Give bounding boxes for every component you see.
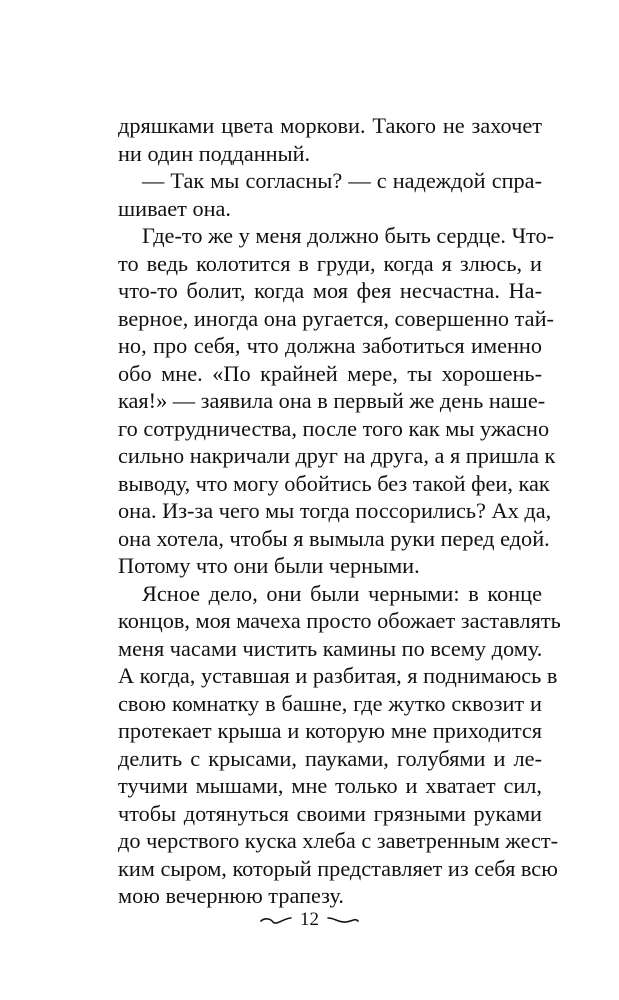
text-line: мою вечернюю трапезу. (118, 883, 345, 908)
text-line: го сотрудничества, после того как мы ужасно (118, 415, 550, 441)
text-line: то ведь колотится в груди, когда я злюсь, и (118, 250, 542, 276)
text-line: ким сыром, который представляет из себя всю (118, 855, 558, 881)
text-line: но, про себя, что должна заботиться именно (118, 333, 542, 358)
text-line: дряшками цвета моркови. Такого не захочет (118, 113, 542, 138)
text-line: А когда, уставшая и разбитая, я поднимаюсь в (118, 663, 558, 688)
text-line: Потому что они были черными. (118, 553, 420, 578)
left-swash-ornament-icon (260, 914, 292, 926)
text-line: меня часами чистить камины по всему дому. (118, 635, 543, 661)
text-line: выводу, что могу обойтись без такой феи, как (118, 470, 550, 496)
page-footer (0, 905, 619, 935)
text-line: ни один подданный. (118, 140, 311, 166)
text-line: шивает она. (118, 195, 231, 221)
text-line: чтобы дотянуться своими грязными руками (118, 800, 542, 826)
text-line: верное, иногда она ругается, совершенно тай- (118, 305, 554, 331)
right-swash-ornament-icon (327, 914, 359, 926)
text-line: она. Из-за чего мы тогда поссорились? Ах да, (118, 498, 552, 523)
text-line: обо мне. «По крайней мере, ты хорошень- (118, 360, 542, 386)
text-line: сильно накричали друг на друга, а я пришла к (118, 443, 556, 468)
text-line: — Так мы согласны? — с надеждой спра- (142, 168, 542, 193)
text-line: что-то болит, когда моя фея несчастна. На- (118, 278, 542, 303)
text-line: Ясное дело, они были черными: в конце (142, 580, 542, 606)
text-line: она хотела, чтобы я вымыла руки перед едой. (118, 525, 550, 551)
text-line: до черствого куска хлеба с заветренным жест- (118, 828, 559, 853)
text-line: кая!» — заявила она в первый же день наше- (118, 388, 546, 413)
text-line: протекает крыша и которую мне приходится (118, 718, 542, 743)
text-line: Где-то же у меня должно быть сердце. Что- (142, 223, 555, 248)
text-line: делить с крысами, пауками, голубями и ле- (118, 745, 542, 771)
text-line: свою комнатку в башне, где жутко сквозит и (118, 690, 542, 716)
text-line: концов, моя мачеха просто обожает заставлять (118, 608, 561, 633)
page-number: 12 (300, 909, 319, 930)
text-line: тучими мышами, мне только и хватает сил, (118, 773, 542, 798)
